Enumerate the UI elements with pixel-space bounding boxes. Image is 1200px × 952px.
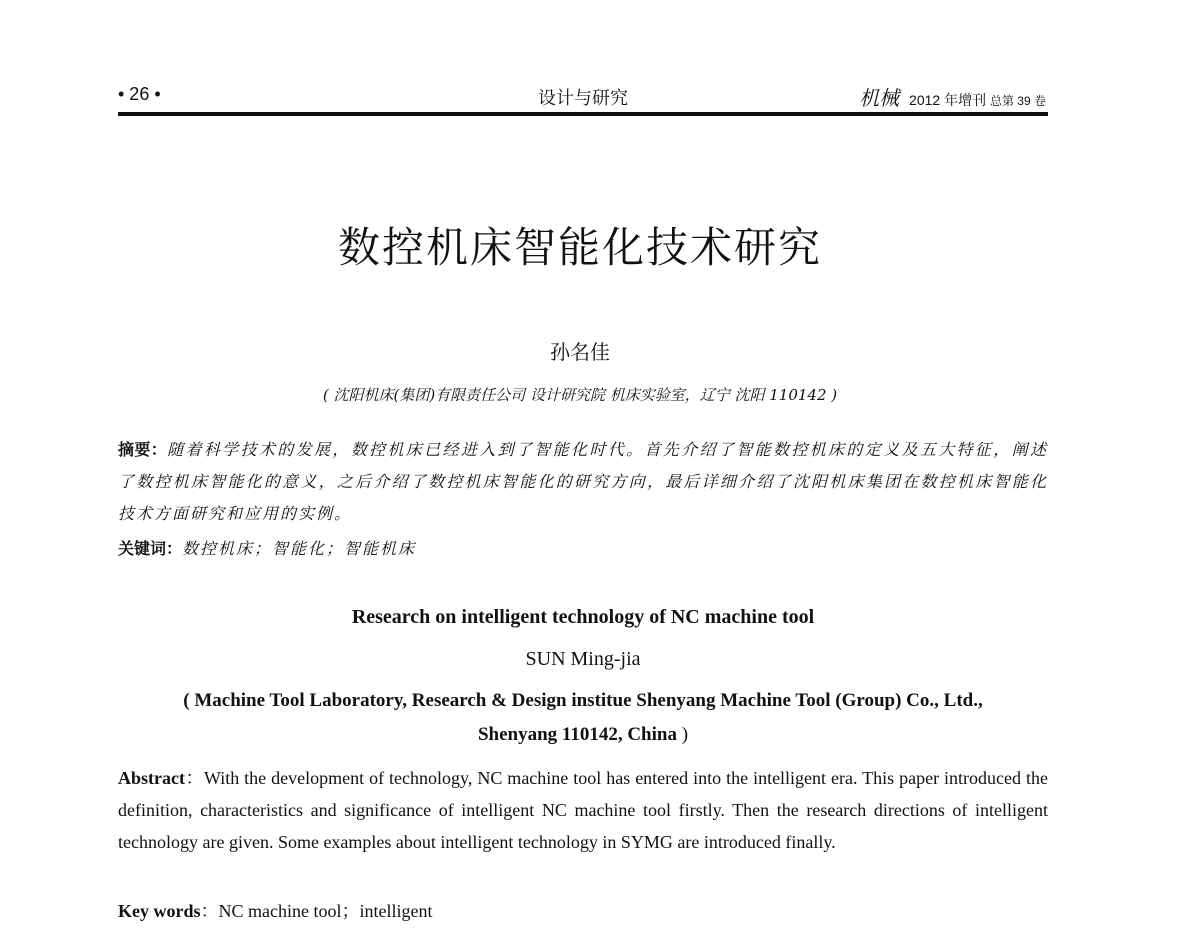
affiliation-cn: ( 沈阳机床(集团)有限责任公司 设计研究院 机床实验室，辽宁 沈阳 110142 ) <box>322 386 838 404</box>
author-en: SUN Ming-jia <box>525 648 641 670</box>
keywords-en <box>118 897 1048 923</box>
keywords-en-text: NC machine tool；intelligent <box>218 901 433 921</box>
abstract-en-text: With the development of technology, NC machine tool has entered into the intelligent era. This paper introduced the definition, characteristics and significance of intelligent NC machine tool firstly. Then the research directions of intelligent technology are given. Some examples about intelligent technology in SYMG are introduced finally. <box>118 768 1048 852</box>
page-number: • 26 • <box>118 84 161 104</box>
affiliation-en-city: Shenyang 110142, China <box>477 724 677 745</box>
journal-volume: 总第 39 卷 <box>989 94 1046 108</box>
journal-info <box>859 82 1046 111</box>
abstract-en-sep: ： <box>184 768 204 788</box>
paper-title-cn: 数控机床智能化技术研究 <box>337 223 822 272</box>
journal-name: 机械 <box>859 86 900 110</box>
keywords-cn-label: 关键词： <box>118 539 183 558</box>
running-header <box>118 82 1048 116</box>
paper-title-en: Research on intelligent technology of NC machine tool <box>351 606 815 628</box>
section-name: 设计与研究 <box>538 88 628 109</box>
abstract-en-label: Abstract <box>118 768 185 788</box>
affiliation-en-line1: ( Machine Tool Laboratory, Research & Design institue Shenyang Machine Tool (Group) Co., Ltd., <box>183 690 983 711</box>
abstract-cn <box>118 434 1048 530</box>
author-cn: 孙名佳 <box>550 340 610 364</box>
affiliation-en-close: ) <box>676 724 689 745</box>
affiliation-en-line2 <box>0 724 1166 746</box>
keywords-cn-text: 数控机床；智能化；智能机床 <box>182 539 417 558</box>
abstract-cn-label: 摘要： <box>118 440 168 459</box>
journal-issue: 2012 年增刊 <box>909 92 987 108</box>
abstract-en <box>118 762 1048 858</box>
abstract-cn-text: 随着科学技术的发展，数控机床已经进入到了智能化时代。首先介绍了智能数控机床的定义及五大特征，阐述了数控机床智能化的意义，之后介绍了数控机床智能化的研究方向，最后详细介绍了沈阳机床集团在数控机床智能化技术方面研究和应用的实例。 <box>118 440 1048 523</box>
keywords-en-label: Key words <box>118 901 201 921</box>
keywords-cn <box>118 536 1048 559</box>
keywords-en-sep: ： <box>200 901 219 921</box>
